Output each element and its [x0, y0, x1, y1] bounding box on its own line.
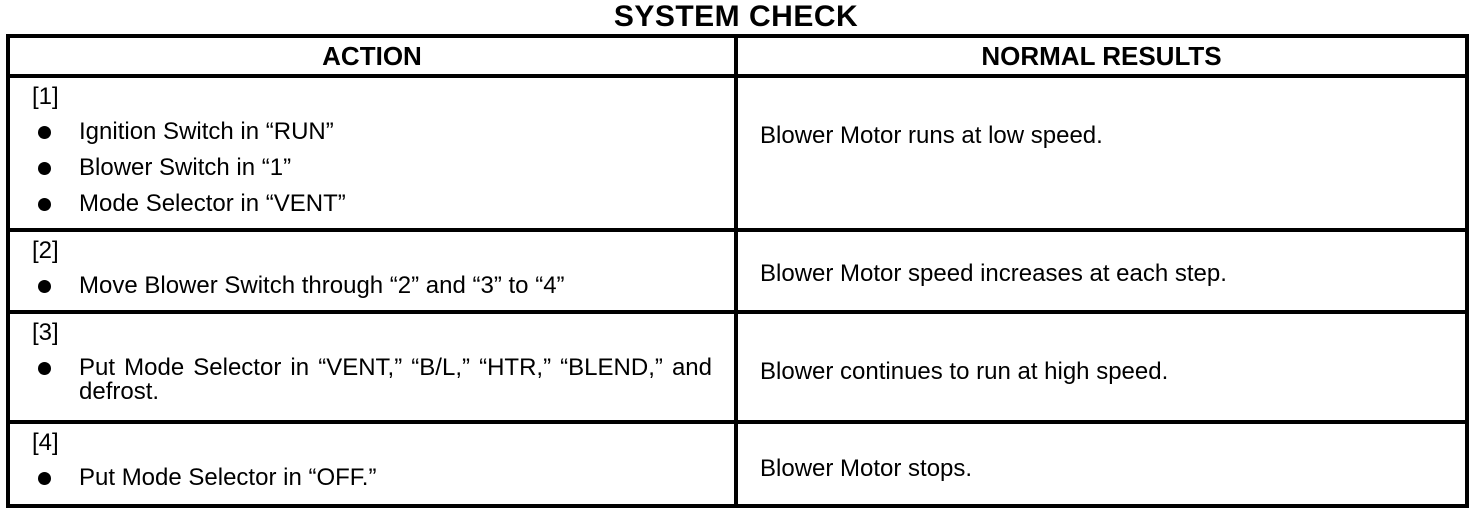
result-text: Blower Motor stops. [760, 455, 973, 482]
bullet-icon [38, 198, 51, 211]
result-cell [736, 312, 1467, 422]
list-item [30, 150, 712, 186]
action-cell [8, 230, 736, 312]
result-text: Blower continues to run at high speed. [760, 358, 1169, 385]
table-row [8, 312, 1467, 422]
step-number: [4] [32, 429, 59, 456]
list-item [30, 186, 712, 222]
result-cell [736, 422, 1467, 506]
action-text: Put Mode Selector in “OFF.” [79, 464, 377, 491]
table-row [8, 230, 1467, 312]
table-row [8, 422, 1467, 506]
step-number: [2] [32, 237, 59, 264]
action-text: Move Blower Switch through “2” and “3” to “4” [79, 272, 565, 299]
result-cell [736, 230, 1467, 312]
bullet-icon [38, 126, 51, 139]
result-text: Blower Motor runs at low speed. [760, 122, 1103, 149]
step-number: [1] [32, 83, 59, 110]
action-text: Blower Switch in “1” [79, 154, 292, 181]
column-header-results: NORMAL RESULTS [736, 36, 1467, 76]
list-item [30, 350, 712, 404]
list-item [30, 114, 712, 150]
table-row [8, 76, 1467, 230]
bullet-icon [38, 362, 51, 375]
result-cell [736, 76, 1467, 230]
system-check-table [6, 34, 1469, 508]
action-text: Ignition Switch in “RUN” [79, 118, 334, 145]
list-item [30, 268, 712, 304]
bullet-icon [38, 472, 51, 485]
result-text: Blower Motor speed increases at each step. [760, 260, 1227, 287]
action-cell [8, 76, 736, 230]
action-text: Put Mode Selector in “VENT,” “B/L,” “HTR,” “BLEND,” and defrost. [79, 354, 712, 405]
bullet-icon [38, 280, 51, 293]
column-header-action: ACTION [8, 36, 736, 76]
page-title: SYSTEM CHECK [613, 0, 859, 33]
action-text: Mode Selector in “VENT” [79, 190, 346, 217]
bullet-icon [38, 162, 51, 175]
list-item [30, 460, 712, 496]
action-cell [8, 422, 736, 506]
header-row [8, 36, 1467, 76]
step-number: [3] [32, 319, 59, 346]
action-cell [8, 312, 736, 422]
